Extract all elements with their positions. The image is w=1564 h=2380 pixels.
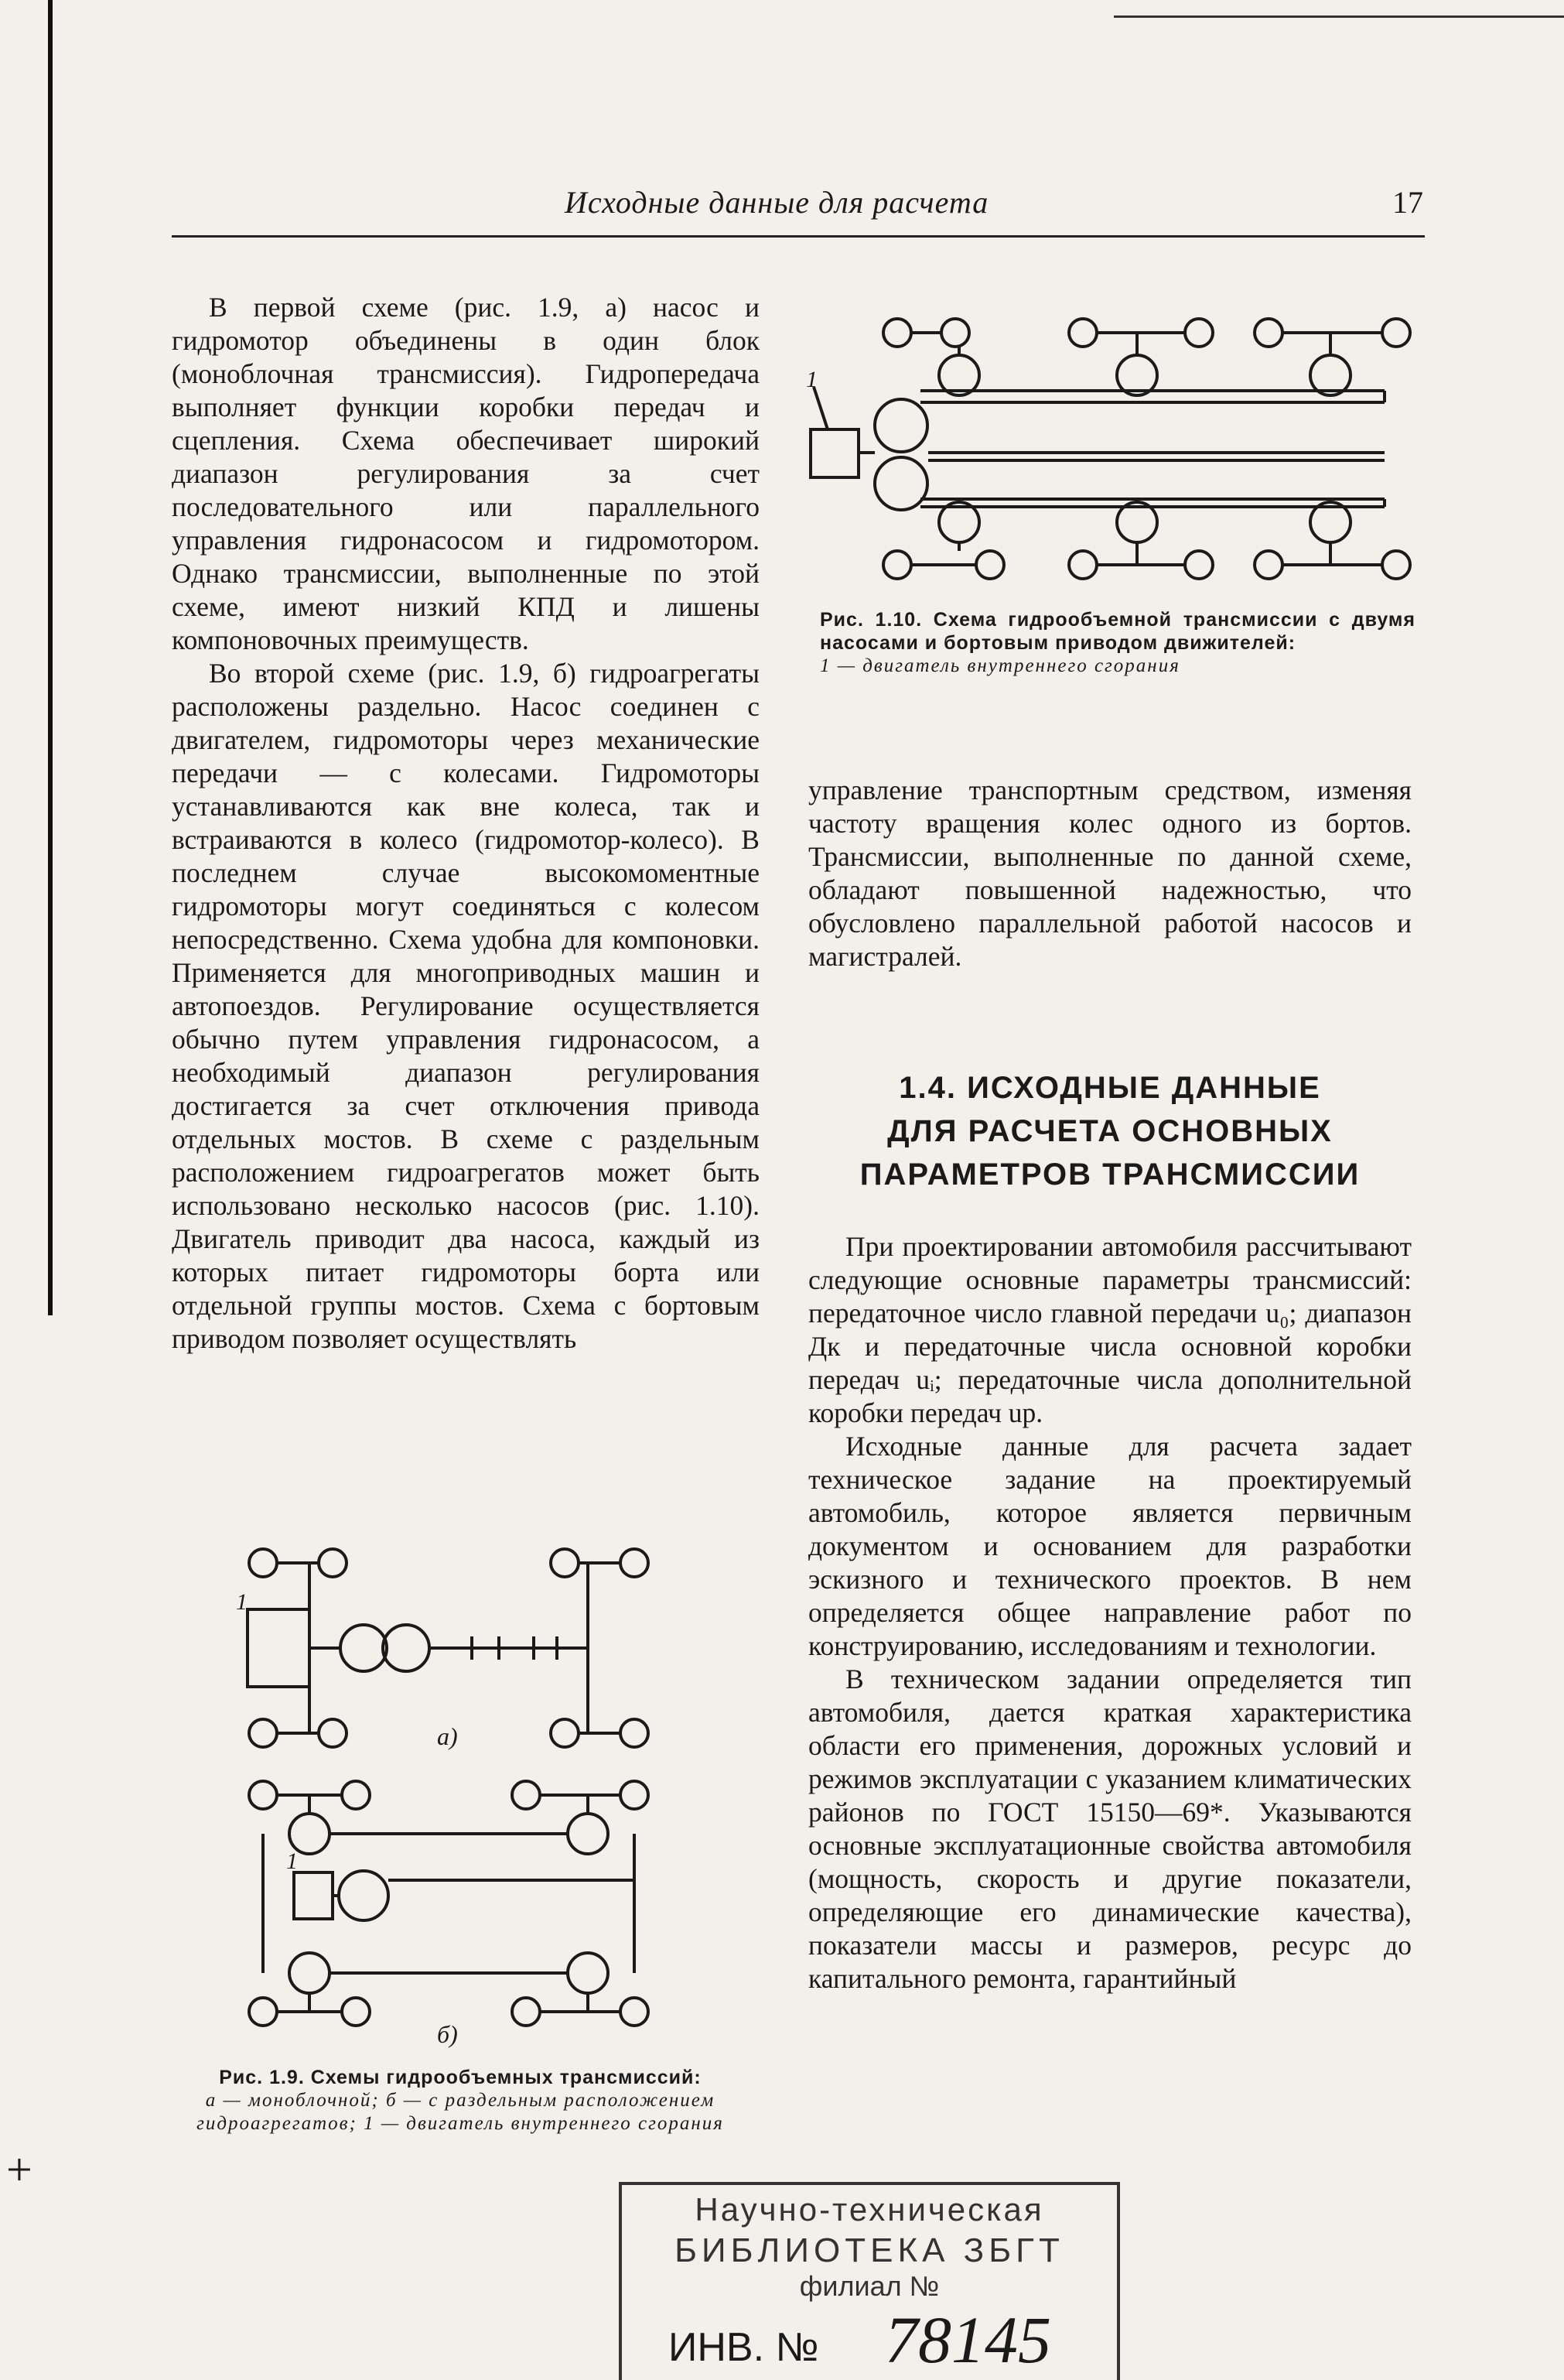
section-heading-line-2: ДЛЯ РАСЧЕТА ОСНОВНЫХ bbox=[887, 1114, 1333, 1148]
figure-1-10-caption-title: Рис. 1.10. Схема гидрообъемной трансмиссии с двумя насосами и бортовым приводом движителей: bbox=[820, 609, 1415, 654]
paragraph-technical-assignment: Исходные данные для расчета задает техническое задание на проектируемый автомобиль, которое является первичным документом и основанием для разработки эскизного и технического проектов. В нем определяется общее направление работ по конструированию, исследованиям и технологии. bbox=[808, 1431, 1412, 1661]
scan-top-rule bbox=[1114, 15, 1564, 18]
right-column-continuation bbox=[808, 774, 1412, 973]
figure-1-9-caption-legend: а — моноблочной; б — с раздельным расположением гидроагрегатов; 1 — двигатель внутреннего сгорания bbox=[196, 2090, 724, 2134]
book-spine-shadow bbox=[48, 0, 53, 1315]
stamp-line-3: филиал № bbox=[799, 2270, 940, 2302]
margin-mark: + bbox=[6, 2144, 32, 2195]
figure-1-9-caption bbox=[151, 2066, 770, 2136]
running-header-title: Исходные данные для расчета bbox=[565, 185, 989, 220]
left-column-text bbox=[172, 291, 760, 1356]
figure-1-9b-sublabel: б) bbox=[437, 2020, 458, 2048]
stamp-line-2: БИБЛИОТЕКА ЗБГТ bbox=[674, 2231, 1064, 2269]
figure-1-9b-label-1: 1 bbox=[286, 1848, 298, 1874]
header-rule bbox=[172, 235, 1425, 238]
page-number: 17 bbox=[1392, 185, 1423, 220]
section-heading-line-3: ПАРАМЕТРОВ ТРАНСМИССИИ bbox=[859, 1158, 1361, 1192]
figure-1-10-caption bbox=[820, 608, 1415, 678]
stamp-inventory-number: 78145 bbox=[885, 2303, 1051, 2377]
figure-1-9a-diagram bbox=[232, 1547, 665, 1756]
stamp-inventory-label: ИНВ. № bbox=[668, 2325, 819, 2370]
library-stamp bbox=[619, 2182, 1120, 2380]
figure-1-9-caption-title: Рис. 1.9. Схемы гидрообъемных трансмиссий: bbox=[219, 2067, 702, 2088]
paragraph-second-scheme: Во второй схеме (рис. 1.9, б) гидроагрегаты расположены раздельно. Насос соединен с двигателем, гидромоторы через механические передачи — с колесами. Гидромоторы устанавливаются как вне колеса, так и встраиваются в колесо (гидромотор-колесо). В последнем случае высокомоментные гидромоторы могут соединяться с колесом непосредственно. Схема удобна для компоновки. Применяется для многоприводных машин и автопоездов. Регулирование осуществляется обычно путем управления гидронасосом, а необходимый диапазон регулирования достигается за счет отключения привода отдельных мостов. В схеме с раздельным расположением гидроагрегатов может быть использовано несколько насосов (рис. 1.10). Двигатель приводит два насоса, каждый из которых питает гидромоторы борта или отдельной группы мостов. Схема с бортовым приводом позволяет осуществлять bbox=[172, 658, 760, 1354]
paragraph-continuation: управление транспортным средством, изменяя частоту вращения колес одного из бортов. Трансмиссии, выполненные по данной схеме, обладают повышенной надежностью, что обусловлено параллельной работой насосов и магистралей. bbox=[808, 775, 1412, 972]
figure-1-9a-sublabel: а) bbox=[437, 1722, 458, 1750]
paragraph-first-scheme: В первой схеме (рис. 1.9, а) насос и гидромотор объединены в один блок (моноблочная трансмиссия). Гидропередача выполняет функции коробки передач и сцепления. Схема обеспечивает широкий диапазон регулирования за счет последовательного или параллельного управления гидронасосом и гидромотором. Однако трансмиссии, выполненные по этой схеме, имеют низкий КПД и лишены компоновочных преимуществ. bbox=[172, 292, 760, 655]
stamp-line-1: Научно-техническая bbox=[695, 2191, 1044, 2228]
figure-1-9b-diagram bbox=[232, 1772, 665, 2050]
section-heading bbox=[808, 1066, 1412, 1196]
paragraph-assignment-contents: В техническом задании определяется тип автомобиля, дается краткая характеристика области его применения, дорожных условий и режимов эксплуатации с указанием климатических районов по ГОСТ 15150—69*. Указываются основные эксплуатационные свойства автомобиля (мощность, скорость и другие показатели, определяющие его динамические качества), показатели массы и размеров, ресурс до капитального ремонта, гарантийный bbox=[808, 1664, 1412, 1994]
figure-1-10-label-1: 1 bbox=[806, 367, 818, 392]
figure-1-10-caption-legend: 1 — двигатель внутреннего сгорания bbox=[820, 655, 1180, 676]
section-heading-line-1: 1.4. ИСХОДНЫЕ ДАННЫЕ bbox=[899, 1071, 1321, 1105]
paragraph-parameters: При проектировании автомобиля рассчитывают следующие основные параметры трансмиссий: передаточное число главной передачи u₀; диапазон Дк и передаточные числа основной коробки передач uᵢ; передаточные числа дополнительной коробки передач uр. bbox=[808, 1231, 1412, 1428]
figure-1-10-diagram bbox=[804, 309, 1423, 588]
right-column-section-text bbox=[808, 1230, 1412, 1995]
figure-1-9a-label-1: 1 bbox=[236, 1589, 248, 1615]
